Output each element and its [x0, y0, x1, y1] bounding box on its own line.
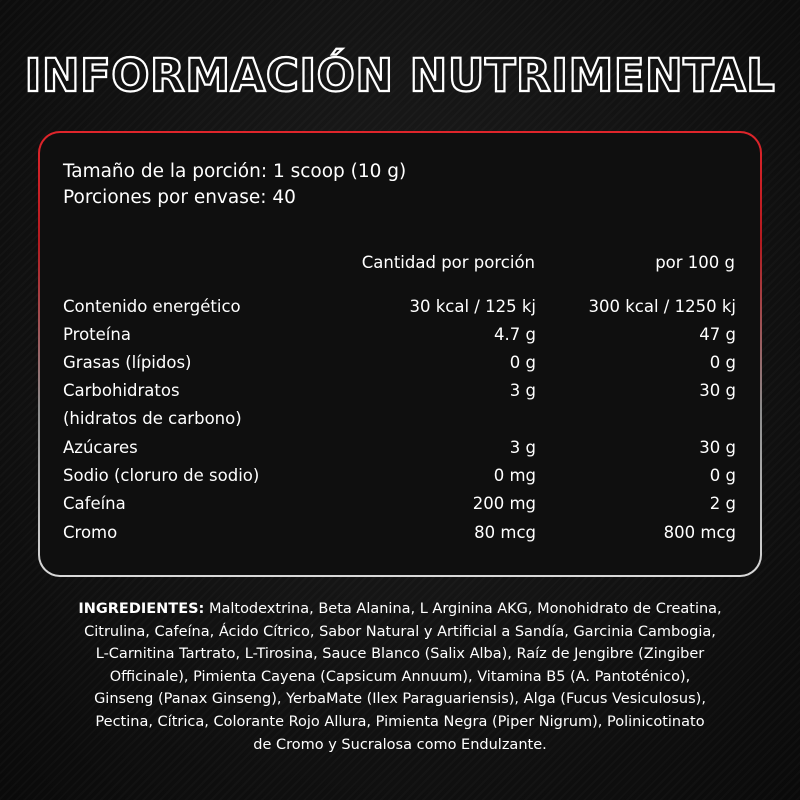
nutrient-name: Proteína: [63, 325, 131, 344]
nutrient-row: [0, 321, 800, 349]
nutrient-per-100g: 30 g: [699, 438, 736, 457]
nutrient-row: [0, 462, 800, 490]
nutrient-per-serving: 30 kcal / 125 kj: [409, 297, 536, 316]
page-title: INFORMACIÓN NUTRIMENTAL: [24, 49, 776, 102]
nutrient-per-100g: 800 mcg: [663, 523, 736, 542]
nutrient-per-100g: 0 g: [709, 466, 736, 485]
nutrient-per-serving: 0 mg: [493, 466, 536, 485]
nutrient-name: Azúcares: [63, 438, 138, 457]
nutrient-row: [0, 293, 800, 321]
nutrient-row: [0, 377, 800, 428]
nutrient-per-100g: 0 g: [709, 353, 736, 372]
nutrient-per-100g: 2 g: [709, 494, 736, 513]
nutrient-name: Cromo: [63, 523, 118, 542]
nutrient-subname: (hidratos de carbono): [63, 409, 242, 428]
nutrient-per-serving: 3 g: [509, 381, 536, 400]
ingredients-line: Ginseng (Panax Ginseng), YerbaMate (Ilex Paraguariensis), Alga (Fucus Vesiculosus),: [94, 691, 706, 708]
nutrient-per-serving: 80 mcg: [474, 523, 536, 542]
ingredients-line: Citrulina, Cafeína, Ácido Cítrico, Sabor Natural y Artificial a Sandía, Garcinia Cambogia,: [84, 623, 716, 640]
ingredients-line: Pectina, Cítrica, Colorante Rojo Allura, Pimienta Negra (Piper Nigrum), Polinicotinato: [95, 713, 705, 730]
ingredients-line: L-Carnitina Tartrato, L-Tirosina, Sauce Blanco (Salix Alba), Raíz de Jengibre (Zingiber: [95, 646, 705, 663]
nutrient-per-100g: 30 g: [699, 381, 736, 400]
nutrient-per-serving: 200 mg: [472, 494, 536, 513]
column-header-per-serving: Cantidad por porción: [361, 253, 535, 272]
nutrient-per-100g: 300 kcal / 1250 kj: [588, 297, 736, 316]
ingredients-line: de Cromo y Sucralosa como Endulzante.: [253, 736, 547, 753]
nutrient-per-serving: 3 g: [509, 438, 536, 457]
nutrient-per-100g: 47 g: [699, 325, 736, 344]
nutrient-per-serving: 0 g: [509, 353, 536, 372]
nutrient-name: Sodio (cloruro de sodio): [63, 466, 260, 485]
nutrient-name: Carbohidratos: [63, 381, 180, 400]
ingredients-label: INGREDIENTES:: [78, 601, 205, 617]
column-header-per-100g: por 100 g: [655, 253, 735, 272]
ingredients-line: Officinale), Pimienta Cayena (Capsicum Annuum), Vitamina B5 (A. Pantoténico),: [109, 668, 691, 685]
ingredients-list: [40, 598, 760, 756]
nutrient-name: Cafeína: [63, 494, 126, 513]
nutrient-name: Grasas (lípidos): [63, 353, 192, 372]
servings-per-container: Porciones por envase: 40: [63, 187, 296, 208]
nutrient-row: [0, 349, 800, 377]
ingredients-line: Maltodextrina, Beta Alanina, L Arginina AKG, Monohidrato de Creatina,: [208, 601, 722, 617]
serving-size: Tamaño de la porción: 1 scoop (10 g): [63, 161, 407, 182]
nutrient-name: Contenido energético: [63, 297, 241, 316]
nutrient-per-serving: 4.7 g: [494, 325, 536, 344]
nutrient-row: [0, 434, 800, 462]
nutrient-row: [0, 490, 800, 518]
nutrient-row: [0, 519, 800, 547]
